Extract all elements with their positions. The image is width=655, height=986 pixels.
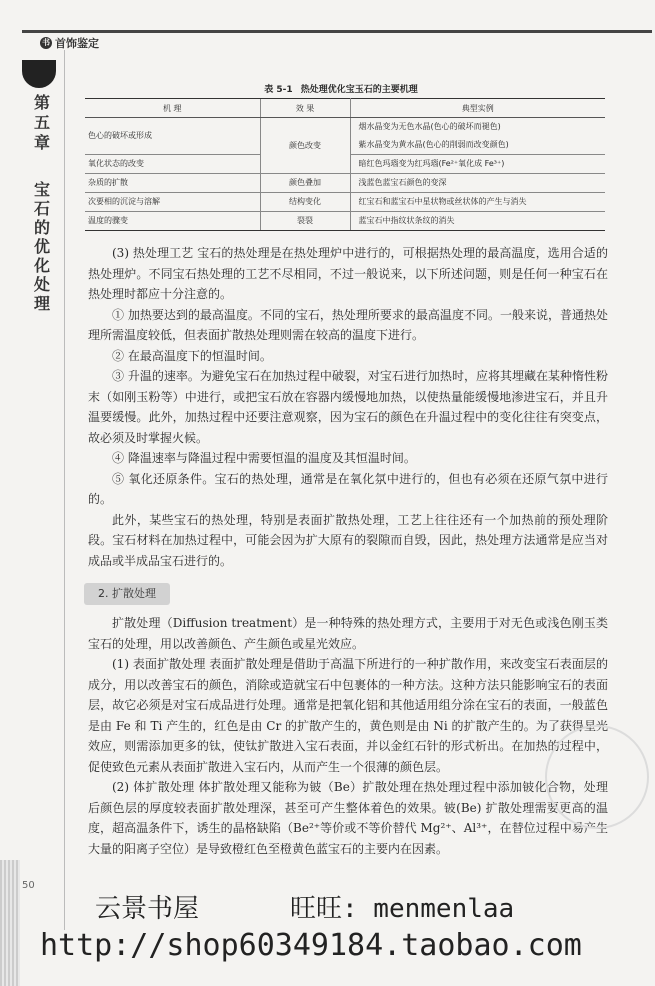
page-edge-shade bbox=[0, 860, 20, 986]
watermark-stamp bbox=[545, 725, 649, 829]
running-header bbox=[40, 35, 99, 51]
page-number: 50 bbox=[22, 880, 35, 891]
table-row bbox=[85, 212, 605, 231]
paragraph: ⑤ 氧化还原条件。宝石的热处理，通常是在氧化氛中进行的，但也有必须在还原气氛中进行的。 bbox=[88, 471, 608, 506]
header-example: 典型实例 bbox=[350, 99, 605, 118]
diffusion-text bbox=[88, 613, 608, 859]
table-row bbox=[85, 118, 605, 137]
cell-effect: 裂裂 bbox=[260, 212, 350, 231]
watermark-url: http://shop60349184.taobao.com bbox=[40, 928, 582, 963]
book-logo-icon: 书 bbox=[42, 38, 50, 47]
table-header-row bbox=[85, 99, 605, 118]
watermark-shop-name: 云景书屋 bbox=[95, 894, 200, 924]
cell-example: 红宝石和蓝宝石中星状物或丝状体的产生与消失 bbox=[350, 193, 605, 212]
chapter-label: 第五章 bbox=[33, 93, 50, 152]
header-effect: 效 果 bbox=[260, 99, 350, 118]
cell-effect: 颜色叠加 bbox=[260, 174, 350, 193]
cell-mechanism: 温度的骤变 bbox=[85, 212, 260, 231]
cell-mechanism: 氧化状态的改变 bbox=[85, 155, 260, 174]
section-heading: 2. 扩散处理 bbox=[84, 583, 170, 605]
cell-mechanism: 杂质的扩散 bbox=[85, 174, 260, 193]
header-mechanism: 机 理 bbox=[85, 99, 260, 118]
header-rule bbox=[22, 30, 652, 33]
cell-mechanism: 色心的破坏或形成 bbox=[85, 118, 260, 155]
table-number: 表 5-1 bbox=[264, 85, 293, 95]
running-header-title: 首饰鉴定 bbox=[55, 37, 99, 50]
table-row bbox=[85, 193, 605, 212]
paragraph: ③ 升温的速率。为避免宝石在加热过程中破裂，对宝石进行加热时，应将其埋藏在某种惰性粉末（如刚玉粉等）中进行，或把宝石放在容器内缓慢地加热，以使热量能缓慢地渗进宝石，并且升温要缓慢。此外，加热过程中还要注意观察，因为宝石的颜色在升温过程中的变化往往有突变点，故必须及时掌握火候。 bbox=[88, 369, 608, 445]
margin-rule bbox=[64, 50, 65, 930]
table-caption bbox=[85, 82, 605, 95]
heat-process-text bbox=[88, 243, 608, 571]
paragraph: ④ 降温速率与降温过程中需要恒温的温度及其恒温时间。 bbox=[112, 451, 416, 465]
cell-example: 紫水晶变为黄水晶(色心的削弱而改变颜色) bbox=[350, 136, 605, 155]
heat-treatment-table bbox=[85, 98, 605, 231]
cell-example: 浅蓝色蓝宝石颜色的变深 bbox=[350, 174, 605, 193]
cell-example: 蓝宝石中指纹状条纹的消失 bbox=[350, 212, 605, 231]
paragraph: 此外，某些宝石的热处理，特别是表面扩散热处理，工艺上往往还有一个加热前的预处理阶段。宝石材料在加热过程中，可能会因为扩大原有的裂隙而自毁，因此，热处理方法通常是应当对成品或半成品宝石进行的。 bbox=[88, 512, 608, 568]
chapter-title: 宝石的优化处理 bbox=[33, 180, 50, 313]
table-title: 热处理优化宝玉石的主要机理 bbox=[300, 85, 418, 95]
paragraph: (2) 体扩散处理 体扩散处理又能称为铍（Be）扩散处理在热处理过程中添加铍化合物，处理后颜色层的厚度较表面扩散处理深，甚至可产生整体着色的效果。铍(Be) 扩散处理需要更高的温度，超高温条件下，诱生的晶格缺陷（Be²⁺等价或不等价替代 Mg²⁺、Al³⁺，在替位过程中易产生大量的阳离子空位）是导致橙红色至橙黄色蓝宝石的主要内在因素。 bbox=[88, 780, 608, 856]
table-row bbox=[85, 174, 605, 193]
paragraph: ② 在最高温度下的恒温时间。 bbox=[112, 348, 272, 363]
paragraph: (1) 表面扩散处理 表面扩散处理是借助于高温下所进行的一种扩散作用，来改变宝石表面层的成分，用以改善宝石的颜色，消除或造就宝石中包裹体的一种方法。这种方法只能影响宝石的表面层，故它必须是对宝石成品进行处理。通常是把氧化铝和其他适用组分涂在宝石的表面，一般蓝色是由 Fe 和 Ti 产生的，红色是由 Cr 的扩散产生的，黄色则是由 Ni 的扩散产生的。为了获得星光效应，则需添加更多的钛，使钛扩散进入宝石表面，并以金红石针的形式析出。在加热的过程中，促使致色元素从表面扩散进入宝石内，从而产生一个很薄的颜色层。 bbox=[88, 657, 608, 774]
paragraph: 扩散处理（Diffusion treatment）是一种特殊的热处理方式，主要用于对无色或浅色刚玉类宝石的处理，用以改善颜色、产生颜色或星光效应。 bbox=[88, 616, 608, 651]
paragraph: ① 加热要达到的最高温度。不同的宝石，热处理所要求的最高温度不同。一般来说，普通热处理所需温度较低，但表面扩散热处理则需在较高的温度下进行。 bbox=[88, 307, 608, 342]
cell-example: 烟水晶变为无色水晶(色心的破坏而褪色) bbox=[358, 122, 501, 131]
cell-example: 暗红色玛瑙变为红玛瑙(Fe²⁺氧化成 Fe³⁺) bbox=[350, 155, 605, 174]
cell-effect: 颜色改变 bbox=[260, 118, 350, 174]
chapter-tab-marker bbox=[22, 60, 56, 88]
cell-effect: 结构变化 bbox=[260, 193, 350, 212]
watermark-wangwang: 旺旺: menmenlaa bbox=[290, 894, 515, 924]
paragraph: (3) 热处理工艺 宝石的热处理是在热处理炉中进行的，可根据热处理的最高温度，选用合适的热处理炉。不同宝石热处理的工艺不尽相同，不过一般说来，以下所述问题，则是任何一种宝石在热处理时都应十分注意的。 bbox=[88, 246, 608, 301]
cell-mechanism: 次要相的沉淀与溶解 bbox=[85, 193, 260, 212]
